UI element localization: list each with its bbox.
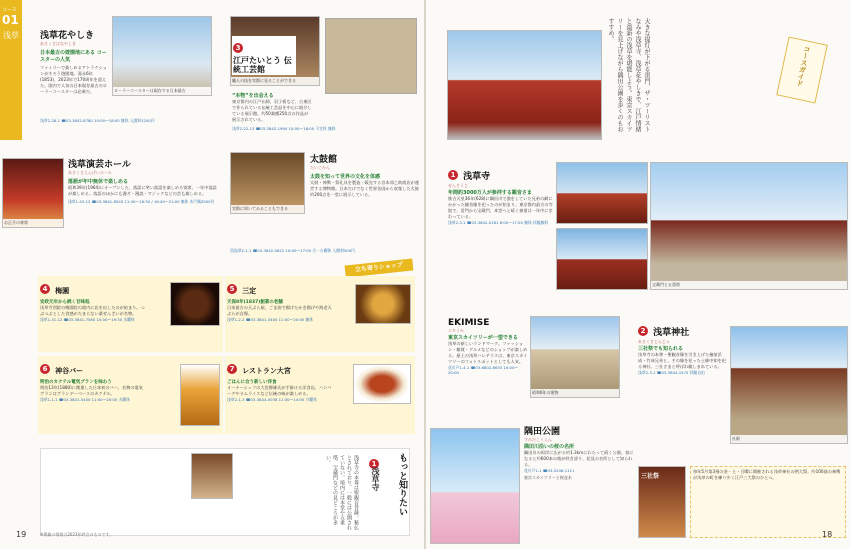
page-number-right: 18 (822, 530, 833, 539)
asakusa-jinja-kana: あさくさじんじゃ (638, 339, 670, 344)
dento-kogei-body: 東京都内の江戸仏師、羽子板など、台東区で作られている伝統工芸品を中心に紹介している展示館。約50業種250点の作品が展示されている。 (232, 99, 312, 122)
sumida-title: 隅田公園 (524, 427, 561, 437)
shop-sansada (225, 276, 415, 352)
tab-number: 01 (2, 13, 19, 27)
sanja-photo (638, 466, 686, 538)
sensoji-photo-1 (556, 162, 648, 224)
sumida-lead: 隅田川沿いの桜の名所 (524, 444, 575, 450)
shop-umezono-lead: 安政元年から続く甘味処 (40, 300, 90, 305)
shop-kamiya-title: 神谷バー (55, 367, 84, 375)
taiko-caption: 実際に叩いてみることもできる (231, 205, 304, 213)
sensoji-photo-2 (556, 228, 648, 290)
sensoji-title: 浅草寺 (463, 172, 491, 182)
shop-omiya-number: 7 (227, 364, 237, 374)
sensoji-number: 1 (448, 170, 458, 180)
engei-lead: 落語が年中無休で楽しめる (68, 179, 129, 185)
engei-title: 浅草演芸ホール (68, 160, 131, 170)
dento-kogei-title-box (232, 36, 296, 75)
taiko-lead: 太鼓を知って世界の文化を体感 (310, 174, 381, 180)
hanayashiki-photo (112, 16, 212, 96)
hanayashiki-block (40, 28, 110, 95)
taiko-info: 西浅草2-1-1 ☎03-3842-5622 10:00～17:00 月・火曜休 入館料500円 (230, 248, 355, 253)
asakusa-jinja-lead: 三社祭でも知られる (638, 346, 684, 352)
shop-kamiya-info: 浅草1-1-1 ☎03-3841-5400 11:00～20:00 火曜休 (40, 397, 130, 402)
sensoji-lead: 年間約3000万人が参拝する観音さま (448, 190, 532, 196)
dento-kogei-info: 浅草2-22-13 ☎03-3842-1990 10:00～18:00 不定休 無料 (232, 126, 336, 131)
hanayashiki-info: 浅草2-28-1 ☎03-3842-8780 10:00～18:00 無休 入園料1200円 (40, 118, 155, 123)
asakusa-jinja-body: 浅草寺の本尊・聖観音像を引き上げた檜前浜成・竹成兄弟と、その像を祀った土師中知を祀る神社。三社さまと呼ばれ親しまれている。 (638, 352, 726, 369)
engei-body: 昭和39年(1964)にオープンした、落語に笑い落語を楽しめる寄席。一年中落語が楽しめる。落語のほかにも漫才・漫談・マジックなどの芸も楽しめる。 (68, 185, 217, 196)
sensoji-body: 推古天皇36年(628)に隅田川で漁をしていた兄弟の網にかかった観音像を祀ったのが始まり。東京都内最古の寺院で、雷門から宝蔵門、本堂へと続く参道は一年中にぎわっている。 (448, 196, 553, 219)
dento-kogei-text (232, 92, 312, 123)
shop-umezono-info: 浅草1-31-12 ☎03-3841-7580 10:00～19:30 水曜休 (40, 317, 135, 322)
shop-sansada-number: 5 (227, 284, 237, 294)
shop-kamiya-body: 明治13年(1880)に創業した日本初のバー。名物の電気ブランはブランデーベースのカクテル。 (40, 385, 143, 396)
asakusa-jinja-block (638, 320, 728, 375)
shop-omiya-info: 浅草2-1-3 ☎03-3844-0038 11:30～14:00 月曜休 (227, 397, 317, 402)
dento-kogei-caption: 職人の技を実際に見ることができる (231, 77, 319, 85)
engei-caption: お正月の寄席 (3, 219, 63, 227)
shop-umezono-photo (170, 282, 220, 326)
ekimise-body: 浅草の新しいランドマーク。ファッション・雑貨・グルメなどのショップが楽しめる。屋上の浅草ハレテラスは、東京スカイツリーのフォトスポットとしても人気。 (448, 341, 528, 364)
course-guide-tag (776, 36, 828, 103)
taiko-kana: たいこかん (310, 165, 330, 170)
shop-omiya-title: レストラン大宮 (242, 367, 291, 375)
gutter (424, 0, 426, 549)
shop-umezono-number: 4 (40, 284, 50, 294)
ekimise-info: 花川戸1-4-1 ☎03-6802-8633 10:00～20:00 (448, 365, 519, 375)
asakusa-jinja-info: 浅草2-3-1 ☎03-3844-1575 拝観自由 (638, 370, 705, 375)
sensoji-kana: せんそうじ (448, 183, 468, 188)
sumida-photo (430, 428, 520, 544)
ekimise-title: EKIMISE (448, 318, 490, 328)
ekimise-photo (530, 316, 620, 398)
shop-umezono-body: 浅草寺別院の梅園院の境内に店を出したのが始まり。つぶつぶとした食感がたまらない粟ぜんざいが名物。 (40, 305, 145, 316)
shop-sansada-body: 日本最古の天ぷら屋。ごま油で揚げたかき揚げや海老天ぷらが自慢。 (227, 305, 332, 316)
sumida-caption: 東京スカイツリーと桜並木 (524, 475, 572, 480)
ekimise-lead: 東京スカイツリーが一望できる (448, 335, 518, 341)
hanayashiki-caption: ローラーコースターは現存する日本最古 (113, 87, 211, 95)
motto-shiritai-section (40, 448, 410, 536)
sanja-title: 三社祭 (641, 473, 660, 480)
shop-sansada-lead: 天保8年(1837)創業の老舗 (227, 300, 283, 305)
shop-kamiya-number: 6 (40, 364, 50, 374)
engei-block (68, 157, 218, 204)
dento-kogei-number: 3 (233, 43, 243, 53)
dento-kogei-lead: “本物”を出会える (232, 93, 274, 99)
shop-kamiya (38, 356, 223, 434)
sumida-body: 隅田川の両岸に広がる約1.3kmにわたって続く公園。春になると約600本の桜が咲き誇り、花見の名所として知られる。 (524, 450, 634, 467)
shop-omiya-lead: ごはんに合う新しい洋食 (227, 380, 277, 385)
course-tab (0, 0, 22, 140)
dento-kogei-photo2 (325, 18, 417, 94)
motto-body: 浅草寺の本尊は聖観音菩薩。秘仏とされており、一般には公開されていない。境内には本堂や五重塔、宝蔵門などの見どころが多い。 (325, 455, 359, 530)
shop-umezono-title: 梅園 (55, 287, 70, 295)
footnote: ※掲載の情報は2023年時点のものです。 (40, 532, 114, 537)
course-guide-title: コースガイド (795, 44, 812, 88)
sumida-info: 花川戸1-1 ☎03-5246-1111 (524, 468, 575, 473)
sanja-box (690, 466, 846, 538)
motto-number: 1 (369, 459, 379, 469)
sensoji-block (448, 164, 553, 225)
asakusa-jinja-number: 2 (638, 326, 648, 336)
taiko-body: 太鼓・神輿・祭礼具を製造・販売する宮本卯之助商店が運営する博物館。日本だけでなく世界各国から収集した太鼓約200点を一堂に展示している。 (310, 180, 419, 197)
taiko-block (310, 152, 420, 198)
tab-label: コース (2, 7, 17, 13)
motto-photo (191, 453, 233, 499)
shop-sansada-photo (355, 284, 411, 324)
page-number-left: 19 (16, 530, 27, 539)
hanayashiki-kana: あさくさはなやしき (40, 41, 76, 46)
sensoji-photo-3 (650, 162, 848, 290)
ekimise-block (448, 318, 528, 375)
sensoji-info: 浅草2-3-1 ☎03-3842-0181 6:00～17:00 無休 拝観無料 (448, 220, 549, 225)
shop-kamiya-lead: 明治のカクテル電気ブランを味わう (40, 380, 112, 385)
asakusa-jinja-photo (730, 326, 848, 444)
sumida-kana: すみだこうえん (524, 437, 552, 442)
course-guide-text: 大きな提灯が下がる雷門、ザ・ツーリストなみや浅草寺、浅草花やしきで、江戸情緒と最新の浅草を堪能しよう。東京スカイツリーを見上げながら隅田公園を歩くのもおすすめ。 (607, 18, 650, 132)
shop-sansada-info: 浅草1-2-2 ☎03-3841-3400 11:00～20:00 無休 (227, 317, 314, 322)
hanayashiki-body: ファミリーで楽しめるアトラクションがそろう遊園地。嘉永6年(1853)、2023年で170周年を迎えた。園内で人気の日本現存最古のローラーコースターは必乗だ。 (40, 65, 108, 94)
engei-photo (2, 158, 64, 228)
shop-label: 立ち寄りショップ (345, 258, 414, 277)
engei-kana: あさくさえんげいホール (68, 170, 112, 175)
sensoji-caption: 宝蔵門と五重塔 (651, 281, 847, 289)
dento-kogei-title: 江戸たいとう 伝統工芸館 (233, 56, 292, 74)
tab-area: 浅草 (3, 31, 19, 40)
asakusa-jinja-title: 浅草神社 (653, 328, 690, 338)
sanja-body: 毎年5月第3週の金・土・日曜に開催される浅草神社の例大祭。約100基の神輿が浅草の町を練り歩く江戸三大祭のひとつ。 (693, 469, 841, 480)
shop-kamiya-photo (180, 364, 220, 426)
taiko-title: 太鼓館 (310, 155, 338, 165)
asakusa-jinja-caption: 社殿 (731, 435, 847, 443)
engei-info: 浅草1-43-12 ☎03-3841-6545 11:40～16:30 / 16:40～21:00 無休 木戸銭3000円 (68, 199, 215, 204)
shop-sansada-title: 三定 (242, 287, 257, 295)
ekimise-caption: 昭和6年の建物 (531, 389, 619, 397)
kaminarimon-photo (447, 30, 602, 140)
taiko-photo (230, 152, 305, 214)
sumida-block (524, 424, 634, 481)
motto-title: もっと知りたい (397, 453, 407, 516)
course-guide-text-box (606, 18, 776, 143)
shop-omiya (225, 356, 415, 434)
shop-umezono (38, 276, 223, 352)
ekimise-kana: エキミセ (448, 328, 464, 333)
shop-omiya-body: オーナーシェフの大宮勝雄氏が手掛ける洋食店。ハンバーグやオムライスなど伝統の味が楽しめる。 (227, 385, 332, 396)
shop-omiya-photo (353, 364, 411, 404)
hanayashiki-lead: 日本最古の遊園地にある コースターの人気 (40, 50, 107, 63)
hanayashiki-title: 浅草花やしき (40, 31, 95, 41)
motto-temple: 浅草寺 (371, 467, 380, 491)
